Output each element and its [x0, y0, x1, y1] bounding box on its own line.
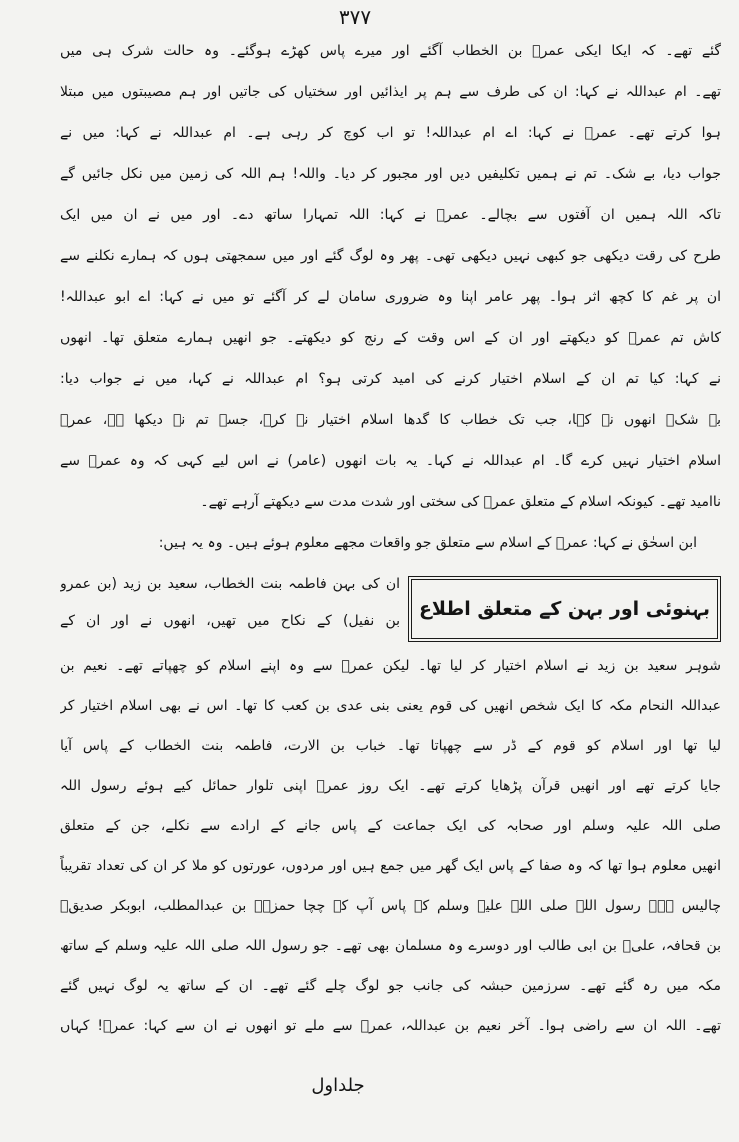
text-line: ان پر غم کا کچھ اثر ہوا۔ پھر عامر اپنا وہ ضروری سامان لے کر آگئے تو میں نے کہا: اے ابو عبداللہ!: [60, 289, 721, 305]
text-line: نے کہا: کیا تم ان کے اسلام اختیار کرنے کی امید کرتی ہو؟ ام عبداللہ نے کہا، میں نے جواب دیا:: [60, 371, 721, 387]
section-heading-box: [408, 576, 721, 642]
page-number: ۳۷۷: [338, 5, 372, 29]
text-line: اسلام اختیار نہیں کرے گا۔ ام عبداللہ نے کہا۔ یہ بات انھوں (عامر) نے اس لیے کہی کہ وہ عمرؓ سے: [60, 453, 721, 469]
text-line: عبداللہ النحام مکہ کا ایک شخص انھیں کی قوم یعنی بنی عدی بن کعب کا تھا۔ اس نے بھی اسلام اختیار کر: [60, 698, 721, 714]
text-line: کاش تم عمرؓ کو دیکھتے اور ان کے اس وقت کے رنج کو دیکھتے۔ جو انھیں ہمارے متعلق تھا۔ انھوں: [60, 330, 721, 346]
text-line: جواب دیا، بے شک۔ تم نے ہمیں تکلیفیں دیں اور مجبور کر دیا۔ واللہ! ہم اللہ کی زمین میں نکل جائیں گے: [60, 166, 721, 182]
paragraph-top: [60, 31, 721, 564]
text-line: بے شک۔ انھوں نے کہا، جب تک خطاب کا گدھا اسلام اختیار نہ کرے، جسے تم نے دیکھا ہے، عمرؓ: [60, 412, 721, 428]
text-line: ان کی بہن فاطمہ بنت الخطاب، سعید بن زید (بن عمرو: [60, 576, 400, 592]
text-line: بن نفیل) کے نکاح میں تھیں، انھوں نے اور ان کے: [60, 613, 400, 629]
text-line: جایا کرتے تھے اور انھیں قرآن پڑھایا کرتے تھے۔ ایک روز عمرؓ اپنی تلوار حمائل کیے ہوئے رسول اللہ: [60, 778, 721, 794]
section-heading: بہنوئی اور بہن کے متعلق اطلاع: [418, 598, 711, 620]
text-line: انھیں معلوم ہوا تھا کہ وہ صفا کے پاس ایک گھر میں جمع ہیں اور مردوں، عورتوں کو ملا کر ان کی تعداد تقریباً: [60, 858, 721, 874]
volume-footer: جلداول: [311, 1075, 365, 1096]
paragraph-bottom: [60, 646, 721, 1046]
text-line: مکہ میں رہ گئے تھے۔ سرزمین حبشہ کی جانب جو لوگ چلے گئے تھے۔ ان کے ساتھ یہ لوگ نہیں گئے: [60, 978, 721, 994]
text-line: تھے۔ ام عبداللہ نے کہا: ان کی طرف سے ہم پر ایذائیں اور سختیاں کی جاتیں اور ہم مصیبتوں میں مبتلا: [60, 84, 721, 100]
text-line: تھے۔ اللہ ان سے راضی ہوا۔ آخر نعیم بن عبداللہ، عمرؓ سے ملے تو انھوں نے ان سے کہا: عمرؓ! کہاں: [60, 1018, 721, 1034]
text-line: تاکہ اللہ ہمیں ان آفتوں سے بچالے۔ عمرؓ نے کہا: اللہ تمہارا ساتھ دے۔ اور میں نے ان میں ایک: [60, 207, 721, 223]
text-line: شوہر سعید بن زید نے اسلام اختیار کر لیا تھا۔ لیکن عمرؓ سے وہ اپنے اسلام کو چھپاتے تھے۔ نعیم بن: [60, 658, 721, 674]
text-line: چالیس ہے۔ رسول اللہ صلی اللہ علیہ وسلم کے پاس آپ کے چچا حمزہؓ بن عبدالمطلب، ابوبکر صدیقؓ: [60, 898, 721, 914]
text-line: ابن اسحٰق نے کہا: عمرؓ کے اسلام سے متعلق جو واقعات مجھے معلوم ہوئے ہیں۔ وہ یہ ہیں:: [158, 535, 697, 551]
text-line: لیا تھا اور اسلام کو قوم کے ڈر سے چھپاتا تھا۔ خباب بن الارت، فاطمہ بنت الخطاب کے پاس آیا: [60, 738, 721, 754]
text-line: ناامید تھے۔ کیونکہ اسلام کے متعلق عمرؓ کی سختی اور شدت مدت سے دیکھتے آرہے تھے۔: [200, 494, 721, 510]
text-line: بن قحافہ، علیؓ بن ابی طالب اور دوسرے وہ مسلمان بھی تھے۔ جو رسول اللہ صلی اللہ علیہ وسلم کے ساتھ: [60, 938, 721, 954]
text-line: صلی اللہ علیہ وسلم اور صحابہ کی ایک جماعت کے پاس جانے کے ارادے سے نکلے، جن کے متعلق: [60, 818, 721, 834]
paragraph-beside-heading: [60, 566, 400, 640]
text-line: ہوا کرتے تھے۔ عمرؓ نے کہا: اے ام عبداللہ! تو اب کوچ کر رہی ہے۔ ام عبداللہ نے کہا: میں نے: [60, 125, 721, 141]
text-line: طرح کی رقت دیکھی جو کبھی نہیں دیکھی تھی۔ پھر وہ لوگ گئے اور میں سمجھتی ہوں کہ ہمارے نکلنے سے: [60, 248, 721, 264]
text-line: گئے تھے۔ کہ ایکا ایکی عمرؓ بن الخطاب آگئے اور میرے پاس کھڑے ہوگئے۔ وہ حالت شرک ہی میں: [60, 43, 721, 59]
